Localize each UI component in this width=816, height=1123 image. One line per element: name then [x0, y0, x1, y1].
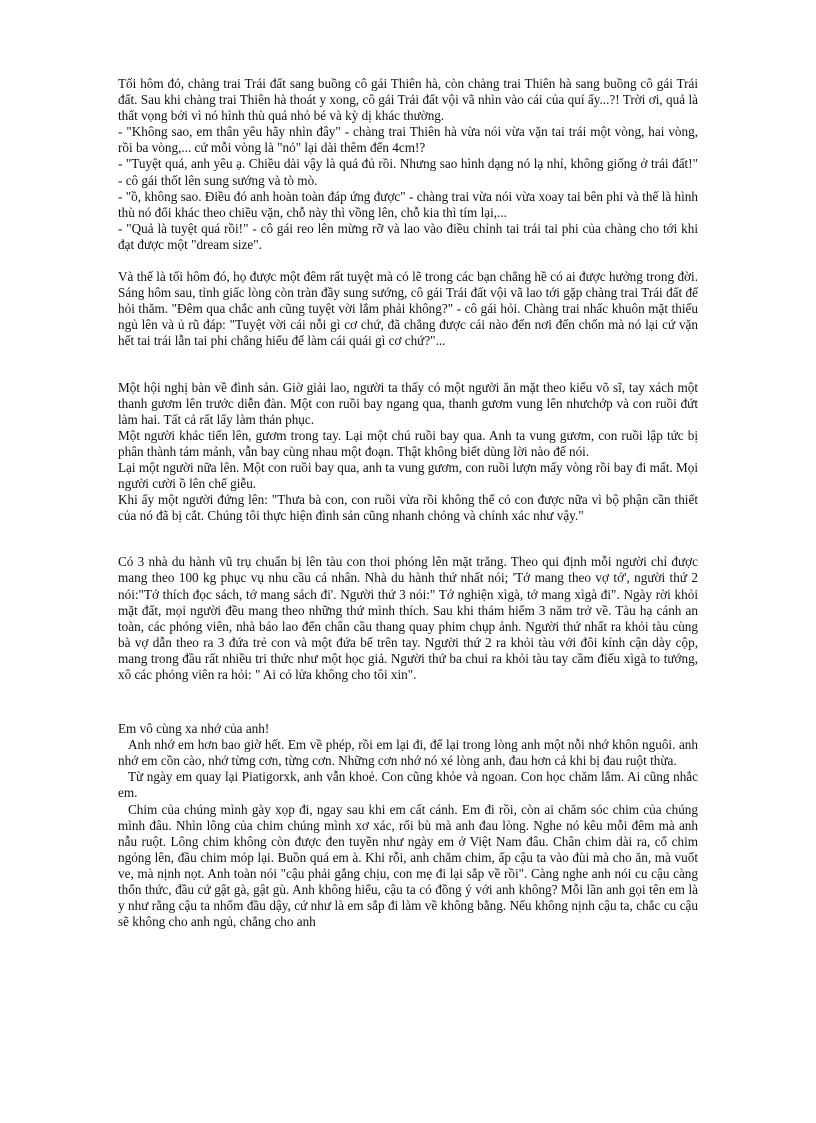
- story-sterilization-paragraph-1: Một hội nghị bàn về đình sản. Giờ giải lao, người ta thấy có một người ăn mặt theo kiểu võ sĩ, tay xách một thanh gươm lên trước diễn đàn. Một con ruồi bay ngang qua, thanh gươm vung lên nhưchớp và con ruồi đứt làm hai. Tất cả rất lấy làm thán phục.: [118, 379, 698, 427]
- story-galaxy-paragraph-1: Tối hôm đó, chàng trai Trái đất sang buồng cô gái Thiên hà, còn chàng trai Thiên hà sang buồng cô gái Trái đất. Sau khi chàng trai Thiên hà thoát y xong, cô gái Trái đất vội vã nhìn vào cái của quí ấy...?! Trời ơi, quả là thất vọng bởi vì nó hình thù quá nhỏ bé và kỳ dị khác thường.: [118, 76, 698, 124]
- story-galaxy-paragraph-3: - "Tuyệt quá, anh yêu ạ. Chiều dài vậy là quá đủ rồi. Nhưng sao hình dạng nó lạ nhỉ, không giống ở trái đất!" - cô gái thốt lên sung sướng và tò mò.: [118, 156, 698, 188]
- story-astronauts: [118, 554, 698, 683]
- letter-greeting: Em vô cùng xa nhớ của anh!: [118, 721, 270, 737]
- letter-paragraph-3: Chim của chúng mình gày xọp đi, ngay sau khi em cất cánh. Em đi rồi, còn ai chăm sóc chim của chúng mình đâu. Nhìn lông của chim chúng mình xơ xác, rối bù mà anh đau lòng. Nghe nó kêu mỗi đêm mà anh nẫu ruột. Lông chim không còn được đen tuyền như ngày em ở Việt Nam đâu. Chân chim dài ra, cổ chim ngỏng lên, đầu chim móp lại. Buồn quá em à. Khi rỗi, anh chăm chim, ấp cậu ta vào đùi mà cho ăn, mà vuốt ve, mà nịnh nọt. Anh toàn nói "cậu phải gắng chịu, con mẹ đi lại sắp về rồi". Càng nghe anh nói cu cậu càng thổn thức, đầu cứ gật gà, gật gù. Anh không hiểu, cậu ta có đồng ý với anh không? Mỗi lần anh gọi tên em là y như rằng cậu ta nhổm đầu dậy, cứ như là em sắp đi làm về không bằng. Nếu không nịnh cậu ta, chắc cu cậu sẽ không cho anh ngủ, chẳng cho anh: [118, 801, 698, 930]
- letter: [118, 721, 698, 930]
- document-page: [118, 76, 698, 930]
- story-galaxy: [118, 76, 698, 350]
- story-sterilization-paragraph-2: Một người khác tiến lên, gươm trong tay. Lại một chú ruồi bay qua. Anh ta vung gươm, con ruồi lập tức bị phân thành tám mảnh, vẫn bay cùng nhau một đoạn. Thật không biết dùng lời nào để nói.: [118, 427, 698, 459]
- story-galaxy-closing: Và thế là tối hôm đó, họ được một đêm rất tuyệt mà có lẽ trong các bạn chẳng hề có ai được hưởng trong đời. Sáng hôm sau, tỉnh giấc lòng còn tràn đầy sung sướng, cô gái Trái đất vội vã lao tới gặp chàng trai Trái đất để hỏi thăm. "Đêm qua chắc anh cũng tuyệt vời lắm phải không?" - cô gái hỏi. Chàng trai nhấc khuôn mặt thiếu ngủ lên và ủ rũ đáp: "Tuyệt vời cái nỗi gì cơ chứ, đã chẳng được cái nào đến nơi đến chốn mà nó lại cứ vặn hết tai trái lẫn tai phi chẳng hiểu để làm cái quái gì cơ chứ?"...: [118, 269, 698, 349]
- story-astronauts-paragraph-1: Có 3 nhà du hành vũ trụ chuẩn bị lên tàu con thoi phóng lên mặt trăng. Theo qui định mỗi người chỉ được mang theo 100 kg phục vụ nhu cầu cá nhân. Nhà du hành thứ nhất nói; 'Tớ mang theo vợ tớ', người thứ 2 nói:"Tớ thích đọc sách, tớ mang sách đi'. Người thứ 3 nói:" Tớ nghiện xìgà, tớ mang xìgà đi". Ngày rời khỏi mặt đất, mọi người đều mang theo những thứ mình thích. Sau khi thám hiểm 3 năm trở về. Tàu hạ cánh an toàn, các phóng viên, nhà báo lao đến chân cầu thang quay phim chụp ảnh. Người thứ nhất ra khỏi tàu cùng bà vợ dẫn theo ra 3 đứa trẻ con và một đứa bế trên tay. Người thứ 2 ra khỏi tàu với đôi kính cận dày cộp, mang trong đầu rất nhiều tri thức như một học giả. Người thứ ba chui ra khỏi tàu tay cầm điếu xìgà to tướng, xô các phóng viên ra hỏi: " Ai có lửa không cho tôi xin".: [118, 554, 698, 682]
- story-galaxy-paragraph-4: - "ồ, không sao. Điều đó anh hoàn toàn đáp ứng được" - chàng trai vừa nói vừa xoay tai bên phi và thế là hình thù nó đổi khác theo chiều vặn, chỗ này thì vồng lên, chỗ kia thì tím lại,...: [118, 188, 698, 220]
- spacer: [118, 683, 698, 721]
- letter-paragraph-2: Từ ngày em quay lại Piatigorxk, anh vẫn khoẻ. Con cũng khỏe và ngoan. Con học chăm lắm. Ai cũng nhắc em.: [118, 769, 698, 801]
- story-sterilization-paragraph-4: Khi ấy một người đứng lên: "Thưa bà con, con ruồi vừa rồi không thể có con được nữa vì bộ phận cần thiết của nó đã bị cắt. Chúng tôi thực hiện đình sản cũng nhanh chóng và chính xác như vậy.": [118, 492, 698, 524]
- spacer: [118, 350, 698, 380]
- story-sterilization: [118, 380, 698, 525]
- story-galaxy-paragraph-2: - "Không sao, em thân yêu hãy nhìn đây" - chàng trai Thiên hà vừa nói vừa vặn tai trái một vòng, hai vòng, rồi ba vòng,... cứ mỗi vòng là "nó" lại dài thêm đến 4cm!?: [118, 124, 698, 156]
- spacer: [118, 524, 698, 554]
- letter-paragraph-1: Anh nhớ em hơn bao giờ hết. Em về phép, rồi em lại đi, để lại trong lòng anh một nỗi nhớ khôn nguôi. anh nhớ em cồn cào, nhớ từng cơn, từng cơn. Những cơn nhớ nó xé lòng anh, đau hơn cả khi bị đau ruột thừa.: [118, 737, 698, 769]
- spacer: [118, 253, 698, 269]
- story-galaxy-paragraph-5: - "Quả là tuyệt quá rồi!" - cô gái reo lên mừng rỡ và lao vào điều chỉnh tai trái tai phi của chàng cho tới khi đạt được một "dream size".: [118, 220, 698, 252]
- story-sterilization-paragraph-3: Lại một người nữa lên. Một con ruồi bay qua, anh ta vung gươm, con ruồi lượn mấy vòng rồi bay đi mất. Mọi người cười ồ lên chế giễu.: [118, 459, 698, 492]
